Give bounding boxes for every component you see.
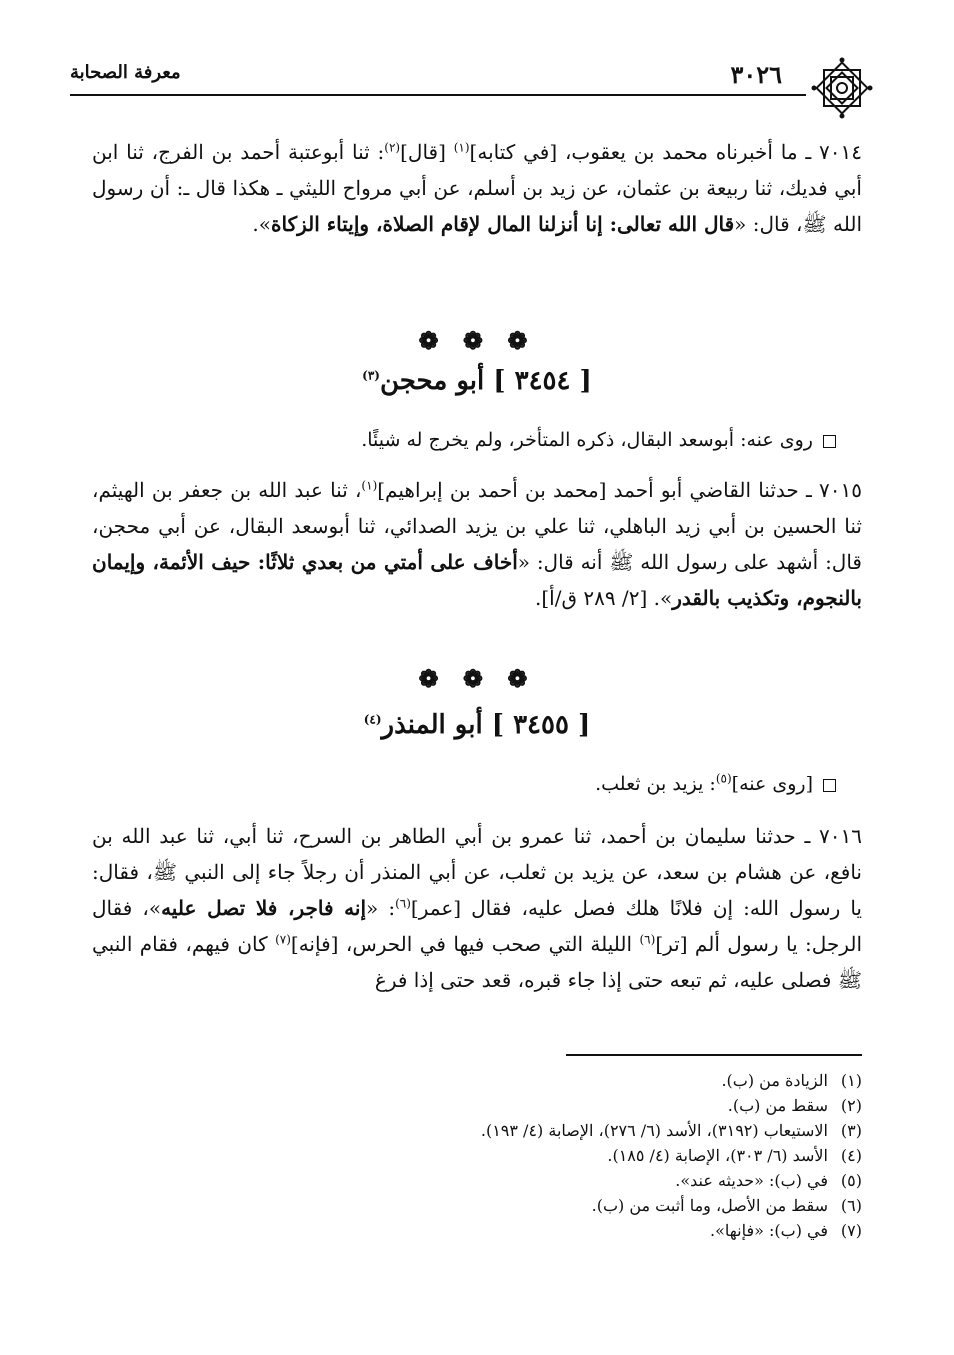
footnote-ref: (٢)	[384, 140, 401, 155]
footnote-ref: (٤)	[363, 712, 382, 727]
square-bullet-icon	[823, 779, 836, 792]
narrator-note	[92, 424, 836, 456]
text: : «	[366, 896, 396, 920]
footnote-ref: (٣)	[362, 368, 380, 383]
hadith-matn: أخاف على أمتي من بعدي ثلاثًا: حيف الأئمة، وإيمان بالنجوم، وتكذيب بالقدر	[92, 550, 862, 610]
footnote-text: الزيادة من (ب).	[721, 1071, 828, 1090]
footnote-item	[92, 1218, 862, 1243]
hadith-7014	[92, 134, 862, 242]
footnote-ref: (٥)	[715, 771, 732, 786]
text: ٧٠١٤ ـ ما أخبرناه محمد بن يعقوب، [في كتابه]	[469, 140, 862, 164]
footnote-ref: (١)	[453, 140, 470, 155]
hadith-matn: إنه فاجر، فلا تصل عليه	[161, 896, 367, 920]
footnote-divider	[566, 1054, 862, 1056]
footnote-ref: (١)	[361, 478, 378, 493]
text: ٧٠١٦ ـ حدثنا سليمان بن أحمد، ثنا عمرو بن أبي الطاهر بن السرح، ثنا أبي، ثنا عبد الله بن نافع، عن هشام بن سعد، عن يزيد بن ثعلب، عن أبي المنذر أن رجلاً جاء إلى النبي ﷺ، فقال: يا رسول الله: إن فلانًا هلك فصل عليه، فقال [عمر]	[92, 824, 862, 920]
narrator-text: : يزيد بن ثعلب.	[595, 773, 716, 795]
footnote-item	[92, 1193, 862, 1218]
entry-title: [ ٣٤٥٤ ] أبو محجن	[379, 366, 592, 396]
hadith-7015	[92, 472, 862, 616]
text: ٧٠١٥ ـ حدثنا القاضي أبو أحمد [محمد بن أحمد بن إبراهيم]	[377, 478, 862, 502]
narrator-note	[92, 768, 836, 800]
footnote-number: (٣)	[840, 1121, 862, 1140]
page-header	[70, 56, 874, 100]
hadith-matn: قال الله تعالى: إنا أنزلنا المال لإقام الصلاة، وإيتاء الزكاة	[271, 212, 735, 236]
section-separator: ❁ ❁ ❁	[418, 326, 536, 355]
footnote-number: (٢)	[840, 1096, 862, 1115]
footnote-text: في (ب): «حديثه عند».	[675, 1171, 828, 1190]
footnote-text: الاستيعاب (٣١٩٢)، الأسد (٦/ ٢٧٦)، الإصابة (٤/ ١٩٣).	[480, 1121, 828, 1140]
footnote-text: سقط من الأصل، وما أثبت من (ب).	[591, 1196, 828, 1215]
text: : ثنا أبوعتبة أحمد بن الفرج، ثنا ابن أبي فديك، ثنا ربيعة بن عثمان، عن زيد بن أسلم، عن أبي مرواح الليثي ـ هكذا قال ـ: أن رسول الله ﷺ، قال: «	[92, 140, 862, 236]
footnote-number: (٤)	[840, 1146, 862, 1165]
text: »، فقال الرجل: يا رسول ألم [تر]	[92, 896, 862, 956]
square-bullet-icon	[823, 435, 836, 448]
footnote-ref: (٧)	[275, 932, 291, 947]
page-number: ٣٠٢٦	[730, 60, 782, 89]
text: ». [٢/ ٢٨٩ ق/أ].	[535, 586, 673, 610]
hadith-7016	[92, 818, 862, 998]
narrator-text: روى عنه: أبوسعد البقال، ذكره المتأخر، ولم يخرج له شيئًا.	[361, 429, 813, 451]
footnote-item	[92, 1168, 862, 1193]
footnote-item	[92, 1093, 862, 1118]
footnote-ref: (٦)	[395, 896, 411, 911]
entry-heading-3454	[0, 366, 954, 396]
footnotes-list	[92, 1068, 862, 1243]
entry-heading-3455	[0, 710, 954, 740]
footnote-text: الأسد (٦/ ٣٠٣)، الإصابة (٤/ ١٨٥).	[607, 1146, 828, 1165]
octagram-ornament-icon	[810, 56, 874, 120]
text: [قال]	[400, 140, 454, 164]
entry-title: [ ٣٤٥٥ ] أبو المنذر	[381, 710, 591, 740]
footnote-item	[92, 1118, 862, 1143]
text: ».	[252, 212, 272, 236]
footnote-number: (٦)	[840, 1196, 862, 1215]
running-title: معرفة الصحابة	[70, 62, 181, 83]
footnote-text: سقط من (ب).	[727, 1096, 828, 1115]
footnote-text: في (ب): «فإنها».	[710, 1221, 828, 1240]
footnote-item	[92, 1068, 862, 1093]
text: ، ثنا عبد الله بن جعفر بن الهيثم، ثنا الحسين بن أبي زيد الباهلي، ثنا علي بن يزيد الصدائي، ثنا أبوسعد البقال، عن أبي محجن، قال: أشهد على رسول الله ﷺ أنه قال: «	[92, 478, 862, 574]
footnote-number: (٧)	[840, 1221, 862, 1240]
narrator-text: [روى عنه]	[731, 773, 813, 795]
footnote-number: (١)	[840, 1071, 862, 1090]
text: الليلة التي صحب فيها في الحرس، [فإنه]	[290, 932, 640, 956]
footnote-number: (٥)	[840, 1171, 862, 1190]
text: كان فيهم، فقام النبي ﷺ فصلى عليه، ثم تبعه حتى إذا جاء قبره، قعد حتى إذا فرغ	[92, 932, 862, 992]
section-separator: ❁ ❁ ❁	[418, 664, 536, 693]
footnote-item	[92, 1143, 862, 1168]
footnote-ref: (٦)	[639, 932, 656, 947]
header-rule	[70, 94, 806, 96]
